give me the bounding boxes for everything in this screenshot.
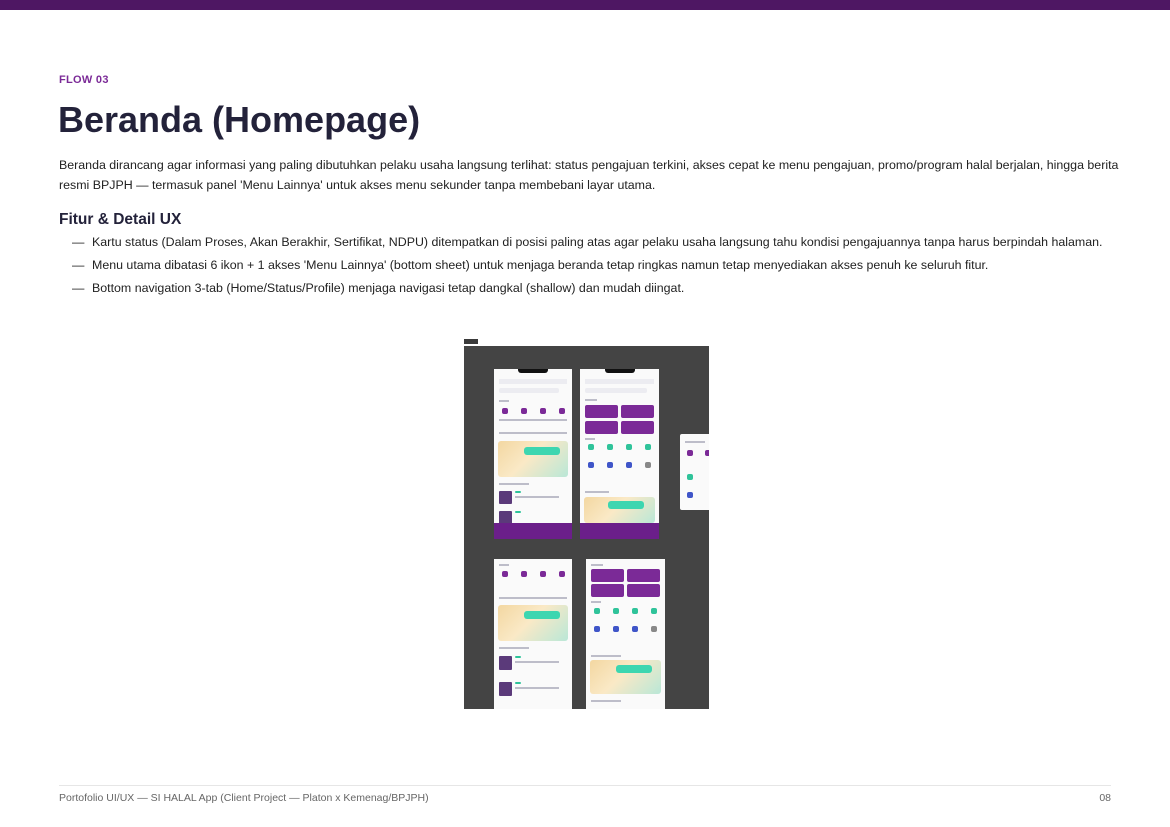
promo-amount-badge	[616, 665, 652, 673]
mock-text	[515, 496, 559, 498]
status-card	[591, 584, 624, 597]
menu-icon	[588, 462, 594, 468]
status-card	[621, 421, 654, 434]
menu-icon	[645, 462, 651, 468]
mock-status-heading	[585, 399, 597, 401]
menu-icon	[613, 608, 619, 614]
menu-icon	[594, 626, 600, 632]
frame-label-tag	[464, 339, 478, 344]
menu-icon	[521, 408, 527, 414]
phone-mock-status	[580, 369, 659, 539]
promo-amount-badge	[524, 447, 560, 455]
news-tag	[515, 656, 521, 658]
dash-bullet: —	[72, 258, 85, 272]
phone-mock-status-scrolled	[586, 559, 665, 709]
dash-bullet: —	[72, 235, 85, 249]
mock-menu-heading	[499, 564, 509, 566]
status-card	[591, 569, 624, 582]
bottom-navigation	[580, 523, 659, 539]
mock-berita-heading	[499, 483, 529, 485]
mock-program-heading	[585, 491, 609, 493]
menu-icon	[632, 626, 638, 632]
features-heading: Fitur & Detail UX	[59, 211, 182, 228]
page-number: 08	[1099, 792, 1111, 804]
dash-bullet: —	[72, 281, 85, 295]
menu-icon	[521, 571, 527, 577]
news-thumbnail	[499, 656, 512, 670]
flow-eyebrow: FLOW 03	[59, 74, 109, 86]
menu-icon	[687, 474, 693, 480]
mock-search-bar	[499, 388, 559, 393]
phone-notch	[518, 369, 548, 373]
design-mockup-canvas	[464, 346, 709, 709]
status-card	[585, 421, 618, 434]
menu-icon	[540, 571, 546, 577]
menu-icon	[687, 492, 693, 498]
menu-icon	[613, 626, 619, 632]
news-thumbnail	[499, 682, 512, 696]
status-card	[585, 405, 618, 418]
menu-icon	[594, 608, 600, 614]
mock-menu-heading	[499, 400, 509, 402]
news-tag	[515, 511, 521, 513]
phone-notch	[605, 369, 635, 373]
menu-icon	[502, 408, 508, 414]
mock-status-heading	[591, 564, 603, 566]
mock-text	[499, 432, 567, 434]
mock-search-bar	[585, 388, 647, 393]
menu-icon	[559, 408, 565, 414]
promo-amount-badge	[524, 611, 560, 619]
bottom-navigation	[494, 523, 572, 539]
feature-text: Bottom navigation 3-tab (Home/Status/Profile) menjaga navigasi tetap dangkal (shallow) dan mudah diingat.	[92, 281, 685, 295]
mock-logo-row	[499, 379, 567, 384]
top-accent-bar	[0, 0, 1170, 10]
menu-icon	[607, 462, 613, 468]
menu-icon	[705, 450, 709, 456]
news-thumbnail	[499, 491, 512, 504]
intro-paragraph: Beranda dirancang agar informasi yang paling dibutuhkan pelaku usaha langsung terlihat: status pengajuan terkini, akses cepat ke menu pengajuan, promo/program halal berjalan, hingga berita resmi BPJPH — termasuk panel 'Menu Lainnya' untuk akses menu sekunder tanpa membebani layar utama.	[59, 158, 1119, 192]
mock-menu-heading	[585, 438, 595, 440]
mock-text	[499, 597, 567, 599]
promo-amount-badge	[608, 501, 644, 509]
mock-berita-heading	[591, 700, 621, 702]
status-card	[627, 584, 660, 597]
feature-item	[59, 279, 1119, 298]
news-tag	[515, 491, 521, 493]
mock-text	[499, 419, 567, 421]
status-card	[627, 569, 660, 582]
mock-logo-row	[585, 379, 654, 384]
mock-text	[515, 661, 559, 663]
feature-text: Kartu status (Dalam Proses, Akan Berakhir, Sertifikat, NDPU) ditempatkan di posisi paling atas agar pelaku usaha langsung tahu kondisi pengajuannya tanpa harus berpindah halaman.	[92, 235, 1103, 249]
menu-icon	[559, 571, 565, 577]
phone-mock-home	[494, 369, 572, 539]
feature-text: Menu utama dibatasi 6 ikon + 1 akses 'Menu Lainnya' (bottom sheet) untuk menjaga beranda tetap ringkas namun tetap menyediakan akses penuh ke seluruh fitur.	[92, 258, 989, 272]
menu-icon	[645, 444, 651, 450]
menu-icon	[540, 408, 546, 414]
mock-promo-heading	[591, 655, 621, 657]
mock-berita-heading	[499, 647, 529, 649]
menu-icon	[626, 462, 632, 468]
menu-icon	[626, 444, 632, 450]
status-card	[621, 405, 654, 418]
menu-lainnya-sheet-mock	[680, 434, 709, 510]
feature-item	[59, 233, 1119, 252]
footer-divider	[59, 785, 1111, 786]
menu-icon	[632, 608, 638, 614]
menu-icon	[502, 571, 508, 577]
news-tag	[515, 682, 521, 684]
mock-text	[515, 687, 559, 689]
footer-caption: Portofolio UI/UX — SI HALAL App (Client Project — Platon x Kemenag/BPJPH)	[59, 792, 429, 804]
menu-icon	[651, 608, 657, 614]
mock-sheet-heading	[685, 441, 705, 443]
menu-icon	[588, 444, 594, 450]
menu-icon	[687, 450, 693, 456]
page-title: Beranda (Homepage)	[58, 99, 421, 140]
menu-icon	[651, 626, 657, 632]
feature-item	[59, 256, 1119, 275]
menu-icon	[607, 444, 613, 450]
phone-mock-home-scrolled	[494, 559, 572, 709]
mock-menu-heading	[591, 601, 601, 603]
features-list	[59, 233, 1119, 302]
